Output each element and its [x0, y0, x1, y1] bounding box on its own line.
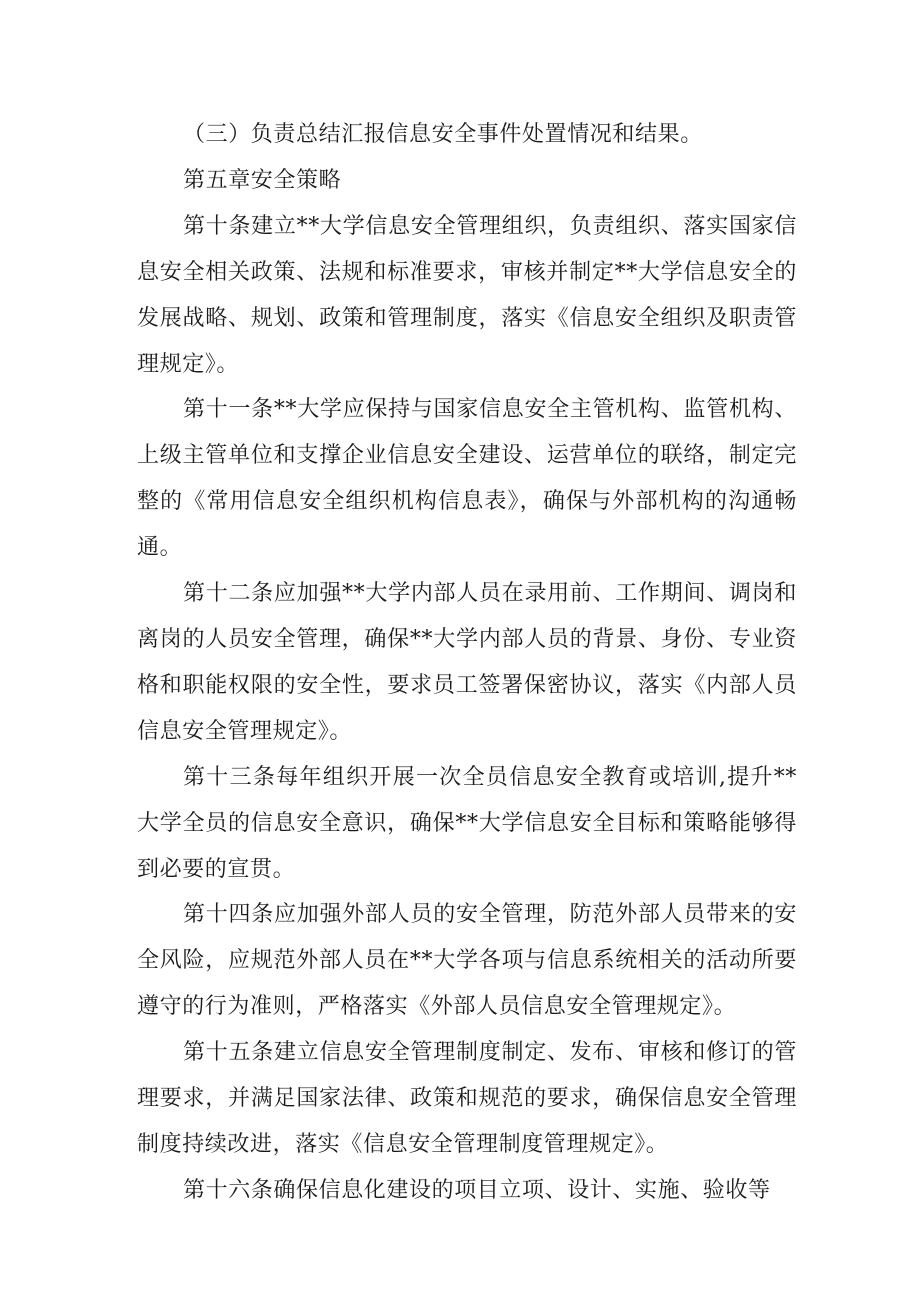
document-body	[137, 112, 797, 1214]
article-16: 第十六条确保信息化建设的项目立项、设计、实施、验收等	[183, 1177, 771, 1203]
article-11: 第十一条**大学应保持与国家信息安全主管机构、监管机构、上级主管单位和支撑企业信息安全建设、运营单位的联络，制定完整的《常用信息安全组织机构信息表》，确保与外部机构的沟通畅通。	[137, 397, 797, 561]
article-12: 第十二条应加强**大学内部人员在录用前、工作期间、调岗和离岗的人员安全管理，确保**大学内部人员的背景、身份、专业资格和职能权限的安全性，要求员工签署保密协议，落实《内部人员信息安全管理规定》。	[137, 581, 797, 744]
article-14: 第十四条应加强外部人员的安全管理，防范外部人员带来的安全风险，应规范外部人员在**大学各项与信息系统相关的活动所要遵守的行为准则，严格落实《外部人员信息安全管理规定》。	[137, 902, 797, 1020]
chapter-heading: 第五章安全策略	[183, 167, 342, 193]
article-10: 第十条建立**大学信息安全管理组织，负责组织、落实国家信息安全相关政策、法规和标准要求，审核并制定**大学信息安全的发展战略、规划、政策和管理制度，落实《信息安全组织及职责管理规定》。	[137, 213, 797, 377]
article-15: 第十五条建立信息安全管理制度制定、发布、审核和修订的管理要求，并满足国家法律、政策和规范的要求，确保信息安全管理制度持续改进，落实《信息安全管理制度管理规定》。	[137, 1040, 797, 1157]
paragraph-item-3: （三）负责总结汇报信息安全事件处置情况和结果。	[183, 122, 703, 147]
article-13: 第十三条每年组织开展一次全员信息安全教育或培训,提升**大学全员的信息安全意识，确保**大学信息安全目标和策略能够得到必要的宣贯。	[137, 764, 797, 882]
